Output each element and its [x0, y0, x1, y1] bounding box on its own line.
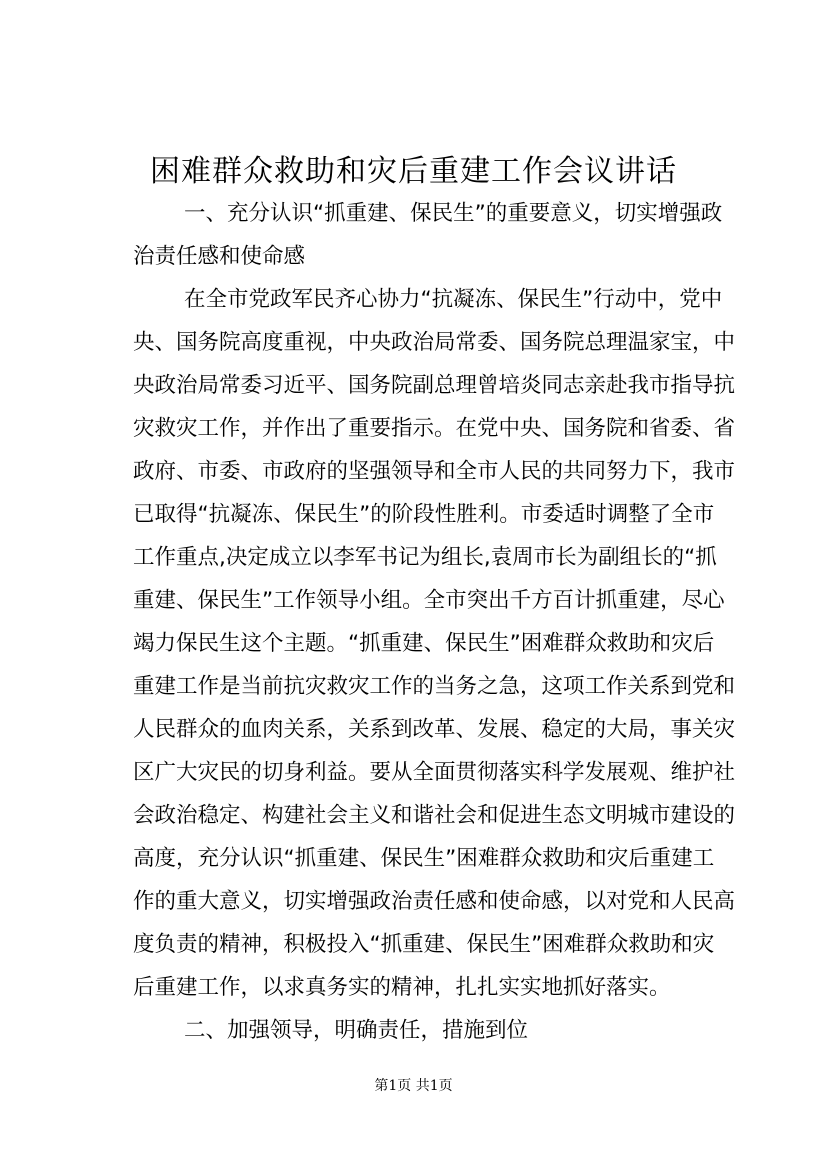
paragraph-line: 治责任感和使命感	[133, 244, 306, 269]
paragraph	[133, 196, 723, 282]
paragraph-line: 央、国务院高度重视，中央政治局常委、国务院总理温家宝，中	[133, 330, 736, 355]
paragraph-line: 重建工作是当前抗灾救灾工作的当务之急，这项工作关系到党和	[133, 674, 736, 699]
paragraph-line: 竭力保民生这个主题。“抓重建、保民生”困难群众救助和灾后	[133, 631, 715, 656]
document-title: 困难群众救助和灾后重建工作会议讲话	[150, 154, 677, 189]
paragraph-line: 工作重点,决定成立以李军书记为组长,袁周市长为副组长的“抓	[133, 545, 717, 570]
paragraph-line: 一、充分认识“抓重建、保民生”的重要意义，切实增强政	[184, 201, 723, 226]
paragraph-line: 高度，充分认识“抓重建、保民生”困难群众救助和灾后重建工	[133, 846, 715, 871]
paragraph-line: 灾救灾工作，并作出了重要指示。在党中央、国务院和省委、省	[133, 416, 736, 441]
paragraph-line: 政府、市委、市政府的坚强领导和全市人民的共同努力下，我市	[133, 459, 736, 484]
document-body	[133, 196, 736, 1056]
paragraph	[133, 282, 736, 1013]
paragraph-line: 区广大灾民的切身利益。要从全面贯彻落实科学发展观、维护社	[133, 760, 736, 785]
paragraph-line: 人民群众的血肉关系，关系到改革、发展、稳定的大局，事关灾	[133, 717, 736, 742]
paragraph-line: 在全市党政军民齐心协力“抗凝冻、保民生”行动中，党中	[184, 287, 723, 312]
paragraph-line: 央政治局常委习近平、国务院副总理曾培炎同志亲赴我市指导抗	[133, 373, 736, 398]
paragraph	[133, 1013, 699, 1056]
page-footer: 第1页 共1页	[374, 1078, 453, 1094]
paragraph-line: 后重建工作，以求真务实的精神，扎扎实实地抓好落实。	[133, 975, 671, 1000]
paragraph-line: 会政治稳定、构建社会主义和谐社会和促进生态文明城市建设的	[133, 803, 736, 828]
paragraph-line: 二、加强领导，明确责任，措施到位	[184, 1018, 529, 1043]
paragraph-line: 作的重大意义，切实增强政治责任感和使命感，以对党和人民高	[133, 889, 736, 914]
paragraph-line: 度负责的精神，积极投入“抓重建、保民生”困难群众救助和灾	[133, 932, 715, 957]
paragraph-line: 重建、保民生”工作领导小组。全市突出千方百计抓重建，尽心	[133, 588, 725, 613]
paragraph-line: 已取得“抗凝冻、保民生”的阶段性胜利。市委适时调整了全市	[133, 502, 715, 527]
